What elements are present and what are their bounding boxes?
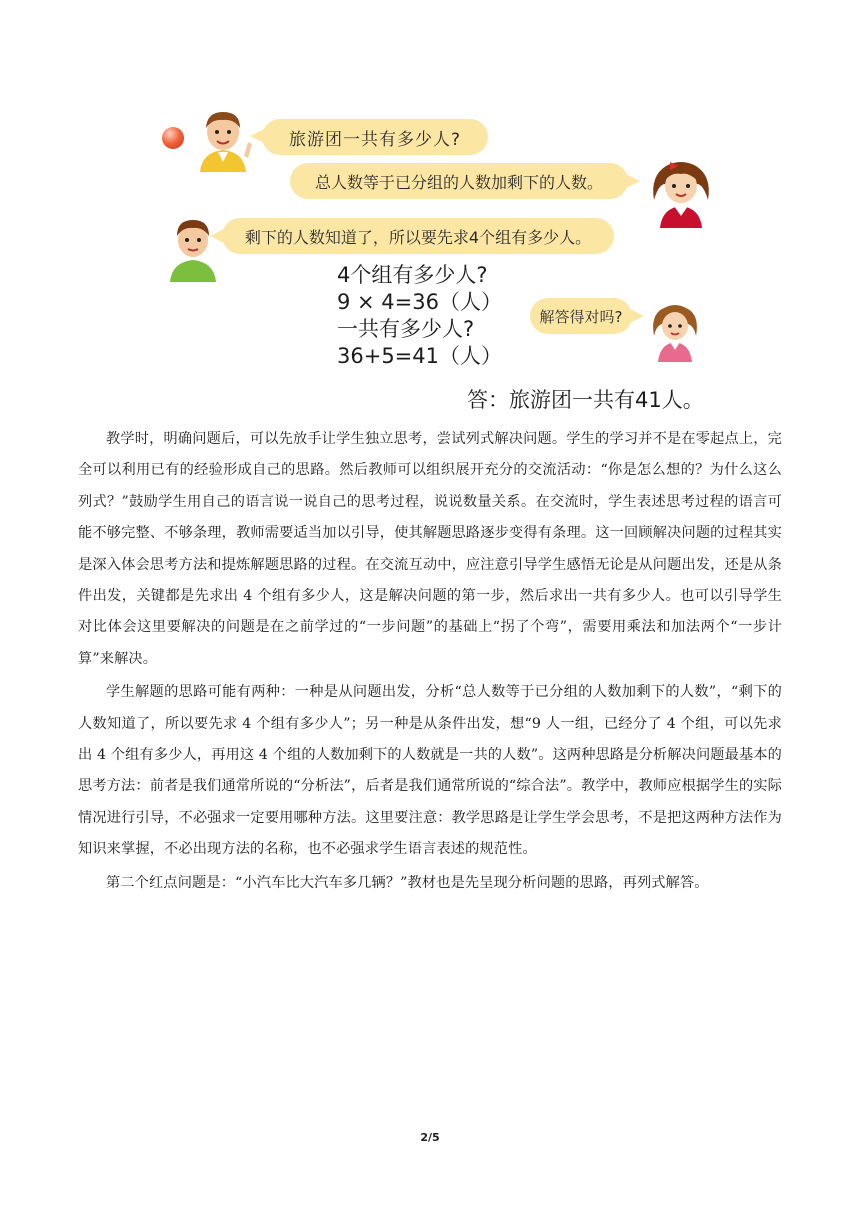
- calc-line: 4个组有多少人?: [337, 263, 488, 287]
- speech-bubble-check: 解答得对吗?: [530, 298, 632, 334]
- calc-line: 36+5=41（人）: [337, 344, 502, 368]
- textbook-illustration: [150, 100, 730, 420]
- girl-character-2-icon: [650, 300, 700, 362]
- calculation-steps: [337, 262, 502, 370]
- red-dot-icon: [162, 127, 184, 149]
- girl-character-icon: [648, 156, 714, 228]
- paragraph: 教学时，明确问题后，可以先放手让学生独立思考，尝试列式解决问题。学生的学习并不是在零起点上，完全可以利用已有的经验形成自己的思路。然后教师可以组织展开充分的交流活动：“你是怎么想的？为什么这么列式？”鼓励学生用自己的语言说一说自己的思考过程，说说数量关系。在交流时，学生表述思考过程的语言可能不够完整、不够条理，教师需要适当加以引导，使其解题思路逐步变得有条理。这一回顾解决问题的过程其实是深入体会思考方法和提炼解题思路的过程。在交流互动中，应注意引导学生感悟无论是从问题出发，还是从条件出发，关键都是先求出 4 个组有多少人，这是解决问题的第一步，然后求出一共有多少人。也可以引导学生对比体会这里要解决的问题是在之前学过的“一步问题”的基础上“拐了个弯”，需要用乘法和加法两个“一步计算”来解决。: [78, 431, 782, 667]
- body-text: [78, 424, 782, 901]
- speech-bubble-question: 旅游团一共有多少人?: [262, 119, 488, 155]
- calc-line: 一共有多少人?: [337, 317, 475, 341]
- page-number: 2/5: [420, 1131, 440, 1144]
- boy-character-icon: [190, 106, 256, 172]
- boy-character-2-icon: [164, 212, 222, 282]
- speech-bubble-strategy: 剩下的人数知道了，所以要先求4个组有多少人。: [222, 218, 614, 254]
- paragraph: 第二个红点问题是：“小汽车比大汽车多几辆？”教材也是先呈现分析问题的思路，再列式解答。: [106, 874, 709, 891]
- paragraph: 学生解题的思路可能有两种：一种是从问题出发，分析“总人数等于已分组的人数加剩下的人数”，“剩下的人数知道了，所以要先求 4 个组有多少人”；另一种是从条件出发，想“9 人一组，已经分了 4 个组，可以先求出 4 个组有多少人，再用这 4 个组的人数加剩下的人数就是一共的人数”。这两种思路是分析解决问题最基本的思考方法：前者是我们通常所说的“分析法”，后者是我们通常所说的“综合法”。教学中，教师应根据学生的实际情况进行引导，不必强求一定要用哪种方法。这里要注意：教学思路是让学生学会思考，不是把这两种方法作为知识来掌握，不必出现方法的名称，也不必强求学生语言表述的规范性。: [78, 684, 782, 858]
- answer-line: 答：旅游团一共有41人。: [467, 388, 704, 412]
- calc-line: 9 × 4=36（人）: [337, 290, 502, 314]
- speech-bubble-analysis: 总人数等于已分组的人数加剩下的人数。: [290, 163, 628, 199]
